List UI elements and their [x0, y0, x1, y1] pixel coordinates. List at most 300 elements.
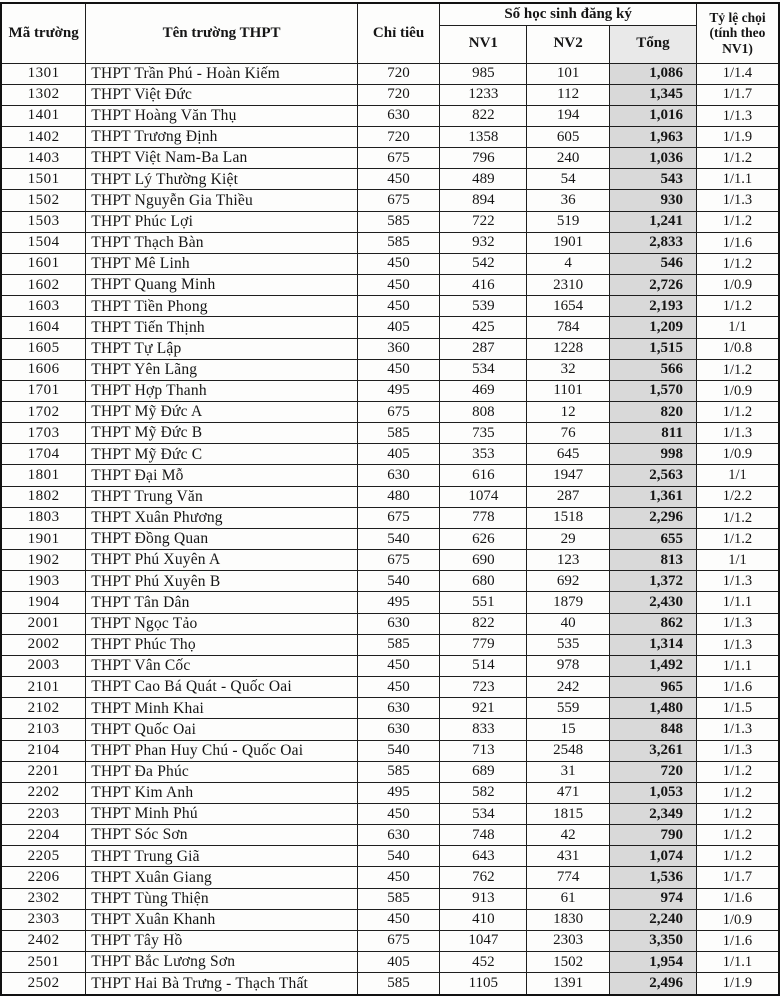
cell-quota: 540: [357, 740, 439, 761]
cell-total: 1,963: [609, 126, 696, 147]
cell-nv1: 539: [440, 296, 527, 317]
cell-quota: 450: [357, 909, 439, 930]
cell-ratio: 1/1.2: [696, 359, 779, 380]
cell-nv2: 2548: [527, 740, 609, 761]
table-row: [1, 275, 779, 296]
cell-nv2: 2303: [527, 930, 609, 951]
table-row: [1, 507, 779, 528]
cell-nv1: 1105: [440, 973, 527, 995]
cell-quota: 405: [357, 444, 439, 465]
cell-ratio: 1/1: [696, 550, 779, 571]
table-row: [1, 528, 779, 549]
cell-ratio: 1/1.2: [696, 148, 779, 169]
table-row: [1, 126, 779, 147]
cell-school-code: 2102: [1, 698, 86, 719]
cell-school-name: THPT Quốc Oai: [86, 719, 358, 740]
cell-school-code: 1301: [1, 63, 86, 84]
header-school-name: Tên trường THPT: [86, 3, 358, 63]
cell-nv1: 833: [440, 719, 527, 740]
cell-quota: 450: [357, 359, 439, 380]
cell-total: 2,349: [609, 803, 696, 824]
cell-total: 1,036: [609, 148, 696, 169]
table-row: [1, 782, 779, 803]
table-row: [1, 677, 779, 698]
cell-quota: 585: [357, 211, 439, 232]
cell-quota: 450: [357, 253, 439, 274]
cell-school-name: THPT Đại Mỗ: [86, 465, 358, 486]
cell-nv2: 1654: [527, 296, 609, 317]
cell-nv1: 1233: [440, 84, 527, 105]
table-row: [1, 930, 779, 951]
table-row: [1, 909, 779, 930]
table-row: [1, 952, 779, 973]
cell-ratio: 1/1.7: [696, 84, 779, 105]
cell-nv1: 353: [440, 444, 527, 465]
cell-ratio: 1/1.1: [696, 169, 779, 190]
cell-nv1: 582: [440, 782, 527, 803]
cell-nv1: 748: [440, 825, 527, 846]
cell-school-code: 2003: [1, 655, 86, 676]
cell-total: 1,372: [609, 571, 696, 592]
cell-nv2: 4: [527, 253, 609, 274]
table-row: [1, 592, 779, 613]
cell-school-name: THPT Mỹ Đức A: [86, 402, 358, 423]
cell-nv1: 735: [440, 423, 527, 444]
cell-nv2: 15: [527, 719, 609, 740]
cell-quota: 540: [357, 528, 439, 549]
header-total: Tổng: [609, 25, 696, 63]
cell-ratio: 1/1.2: [696, 846, 779, 867]
cell-quota: 450: [357, 677, 439, 698]
cell-school-name: THPT Phan Huy Chú - Quốc Oai: [86, 740, 358, 761]
cell-total: 1,480: [609, 698, 696, 719]
cell-quota: 540: [357, 846, 439, 867]
cell-total: 1,492: [609, 655, 696, 676]
cell-school-name: THPT Bắc Lương Sơn: [86, 952, 358, 973]
table-row: [1, 973, 779, 995]
cell-nv1: 643: [440, 846, 527, 867]
cell-nv1: 1358: [440, 126, 527, 147]
cell-school-code: 1803: [1, 507, 86, 528]
cell-school-code: 2001: [1, 613, 86, 634]
cell-nv2: 1101: [527, 380, 609, 401]
cell-school-code: 1703: [1, 423, 86, 444]
cell-total: 998: [609, 444, 696, 465]
cell-nv2: 240: [527, 148, 609, 169]
cell-total: 1,241: [609, 211, 696, 232]
header-ratio: [696, 3, 779, 63]
cell-quota: 630: [357, 698, 439, 719]
cell-ratio: 1/1: [696, 317, 779, 338]
cell-nv2: 1228: [527, 338, 609, 359]
cell-quota: 585: [357, 888, 439, 909]
cell-total: 1,086: [609, 63, 696, 84]
table-row: [1, 359, 779, 380]
cell-school-code: 2104: [1, 740, 86, 761]
cell-nv1: 921: [440, 698, 527, 719]
cell-total: 1,016: [609, 105, 696, 126]
cell-total: 790: [609, 825, 696, 846]
cell-quota: 480: [357, 486, 439, 507]
table-row: [1, 105, 779, 126]
cell-school-code: 1702: [1, 402, 86, 423]
cell-school-code: 1901: [1, 528, 86, 549]
cell-school-name: THPT Hợp Thanh: [86, 380, 358, 401]
cell-quota: 675: [357, 550, 439, 571]
cell-school-code: 2202: [1, 782, 86, 803]
cell-nv1: 779: [440, 634, 527, 655]
cell-nv2: 112: [527, 84, 609, 105]
cell-ratio: 1/1.3: [696, 105, 779, 126]
cell-school-code: 1603: [1, 296, 86, 317]
cell-total: 1,053: [609, 782, 696, 803]
cell-quota: 585: [357, 761, 439, 782]
cell-ratio: 1/1.5: [696, 698, 779, 719]
cell-nv1: 722: [440, 211, 527, 232]
cell-school-code: 1802: [1, 486, 86, 507]
cell-school-name: THPT Tự Lập: [86, 338, 358, 359]
cell-nv2: 31: [527, 761, 609, 782]
cell-school-name: THPT Sóc Sơn: [86, 825, 358, 846]
cell-quota: 540: [357, 571, 439, 592]
cell-ratio: 1/1.2: [696, 825, 779, 846]
cell-ratio: 1/1.2: [696, 253, 779, 274]
cell-school-name: THPT Xuân Khanh: [86, 909, 358, 930]
cell-nv1: 808: [440, 402, 527, 423]
cell-school-code: 1504: [1, 232, 86, 253]
cell-quota: 585: [357, 973, 439, 995]
cell-quota: 720: [357, 63, 439, 84]
cell-nv2: 559: [527, 698, 609, 719]
cell-school-name: THPT Tây Hồ: [86, 930, 358, 951]
cell-nv2: 1815: [527, 803, 609, 824]
cell-nv1: 534: [440, 803, 527, 824]
cell-nv1: 713: [440, 740, 527, 761]
cell-school-code: 2205: [1, 846, 86, 867]
cell-ratio: 1/1.3: [696, 719, 779, 740]
cell-school-name: THPT Đồng Quan: [86, 528, 358, 549]
cell-quota: 450: [357, 655, 439, 676]
cell-quota: 675: [357, 930, 439, 951]
cell-ratio: 1/1.3: [696, 613, 779, 634]
cell-school-name: THPT Mê Linh: [86, 253, 358, 274]
table-header: [1, 3, 779, 63]
cell-total: 1,570: [609, 380, 696, 401]
cell-school-name: THPT Việt Nam-Ba Lan: [86, 148, 358, 169]
cell-quota: 495: [357, 782, 439, 803]
table-body: [1, 63, 779, 995]
cell-nv2: 605: [527, 126, 609, 147]
cell-school-code: 2502: [1, 973, 86, 995]
cell-school-name: THPT Nguyễn Gia Thiều: [86, 190, 358, 211]
cell-total: 3,261: [609, 740, 696, 761]
cell-nv1: 469: [440, 380, 527, 401]
cell-school-name: THPT Phú Xuyên B: [86, 571, 358, 592]
cell-school-code: 2103: [1, 719, 86, 740]
cell-school-code: 1904: [1, 592, 86, 613]
cell-nv2: 1901: [527, 232, 609, 253]
cell-quota: 720: [357, 84, 439, 105]
cell-school-name: THPT Tiến Thịnh: [86, 317, 358, 338]
cell-total: 1,954: [609, 952, 696, 973]
cell-school-name: THPT Yên Lãng: [86, 359, 358, 380]
cell-nv1: 913: [440, 888, 527, 909]
cell-total: 813: [609, 550, 696, 571]
cell-quota: 450: [357, 803, 439, 824]
cell-quota: 405: [357, 317, 439, 338]
cell-total: 720: [609, 761, 696, 782]
cell-school-code: 1903: [1, 571, 86, 592]
cell-nv2: 645: [527, 444, 609, 465]
cell-nv1: 410: [440, 909, 527, 930]
cell-nv2: 101: [527, 63, 609, 84]
cell-nv2: 12: [527, 402, 609, 423]
cell-nv1: 762: [440, 867, 527, 888]
cell-school-code: 2002: [1, 634, 86, 655]
cell-nv1: 626: [440, 528, 527, 549]
cell-school-code: 2201: [1, 761, 86, 782]
table-row: [1, 867, 779, 888]
cell-total: 2,193: [609, 296, 696, 317]
cell-ratio: 1/1.6: [696, 232, 779, 253]
cell-nv2: 1518: [527, 507, 609, 528]
cell-school-name: THPT Lý Thường Kiệt: [86, 169, 358, 190]
cell-total: 1,209: [609, 317, 696, 338]
cell-total: 3,350: [609, 930, 696, 951]
cell-quota: 450: [357, 296, 439, 317]
cell-nv1: 416: [440, 275, 527, 296]
cell-total: 2,496: [609, 973, 696, 995]
cell-nv2: 61: [527, 888, 609, 909]
table-row: [1, 486, 779, 507]
cell-school-name: THPT Kim Anh: [86, 782, 358, 803]
cell-total: 2,833: [609, 232, 696, 253]
cell-school-name: THPT Minh Phú: [86, 803, 358, 824]
cell-quota: 585: [357, 232, 439, 253]
cell-quota: 630: [357, 613, 439, 634]
cell-school-name: THPT Phú Xuyên A: [86, 550, 358, 571]
cell-nv1: 616: [440, 465, 527, 486]
cell-nv1: 932: [440, 232, 527, 253]
cell-quota: 450: [357, 169, 439, 190]
cell-ratio: 1/1.6: [696, 888, 779, 909]
cell-quota: 360: [357, 338, 439, 359]
cell-ratio: 1/1.3: [696, 740, 779, 761]
table-row: [1, 169, 779, 190]
cell-nv1: 489: [440, 169, 527, 190]
cell-total: 1,515: [609, 338, 696, 359]
cell-total: 2,296: [609, 507, 696, 528]
cell-nv1: 1047: [440, 930, 527, 951]
header-quota: Chỉ tiêu: [357, 3, 439, 63]
cell-nv2: 1947: [527, 465, 609, 486]
cell-nv2: 692: [527, 571, 609, 592]
cell-school-name: THPT Tùng Thiện: [86, 888, 358, 909]
cell-nv1: 425: [440, 317, 527, 338]
cell-nv2: 978: [527, 655, 609, 676]
cell-nv2: 29: [527, 528, 609, 549]
cell-total: 1,314: [609, 634, 696, 655]
cell-ratio: 1/0.9: [696, 444, 779, 465]
cell-nv2: 431: [527, 846, 609, 867]
cell-total: 655: [609, 528, 696, 549]
table-row: [1, 550, 779, 571]
table-row: [1, 613, 779, 634]
cell-ratio: 1/0.8: [696, 338, 779, 359]
cell-ratio: 1/1.1: [696, 952, 779, 973]
header-ratio-line2: (tính theo: [709, 25, 766, 41]
cell-school-code: 1704: [1, 444, 86, 465]
cell-total: 820: [609, 402, 696, 423]
cell-ratio: 1/1.9: [696, 126, 779, 147]
cell-school-name: THPT Tiền Phong: [86, 296, 358, 317]
cell-nv1: 534: [440, 359, 527, 380]
table-row: [1, 888, 779, 909]
cell-school-name: THPT Vân Cốc: [86, 655, 358, 676]
cell-school-name: THPT Việt Đức: [86, 84, 358, 105]
cell-quota: 495: [357, 380, 439, 401]
cell-ratio: 1/1.3: [696, 190, 779, 211]
cell-school-code: 1403: [1, 148, 86, 169]
cell-nv2: 774: [527, 867, 609, 888]
cell-nv2: 519: [527, 211, 609, 232]
cell-school-name: THPT Quang Minh: [86, 275, 358, 296]
cell-total: 543: [609, 169, 696, 190]
cell-school-name: THPT Trương Định: [86, 126, 358, 147]
cell-school-code: 1503: [1, 211, 86, 232]
table-row: [1, 465, 779, 486]
table-row: [1, 634, 779, 655]
cell-ratio: 1/1.1: [696, 655, 779, 676]
cell-school-code: 2303: [1, 909, 86, 930]
cell-nv1: 287: [440, 338, 527, 359]
cell-school-code: 1604: [1, 317, 86, 338]
cell-nv2: 1391: [527, 973, 609, 995]
cell-school-name: THPT Trung Văn: [86, 486, 358, 507]
cell-quota: 630: [357, 465, 439, 486]
cell-total: 1,074: [609, 846, 696, 867]
cell-ratio: 1/0.9: [696, 380, 779, 401]
cell-quota: 630: [357, 719, 439, 740]
cell-ratio: 1/1.6: [696, 930, 779, 951]
cell-nv1: 822: [440, 105, 527, 126]
cell-school-code: 1701: [1, 380, 86, 401]
table-row: [1, 190, 779, 211]
cell-ratio: 1/1.2: [696, 803, 779, 824]
cell-quota: 675: [357, 402, 439, 423]
cell-school-code: 1601: [1, 253, 86, 274]
cell-nv2: 1830: [527, 909, 609, 930]
cell-school-code: 1602: [1, 275, 86, 296]
cell-ratio: 1/1.2: [696, 761, 779, 782]
cell-school-name: THPT Trung Giã: [86, 846, 358, 867]
cell-ratio: 1/0.9: [696, 909, 779, 930]
cell-nv2: 40: [527, 613, 609, 634]
cell-nv1: 778: [440, 507, 527, 528]
cell-quota: 450: [357, 275, 439, 296]
cell-ratio: 1/1.2: [696, 296, 779, 317]
cell-ratio: 1/1.2: [696, 211, 779, 232]
cell-school-code: 2302: [1, 888, 86, 909]
cell-ratio: 1/1.9: [696, 973, 779, 995]
cell-school-code: 2206: [1, 867, 86, 888]
table-row: [1, 317, 779, 338]
cell-total: 546: [609, 253, 696, 274]
table-row: [1, 296, 779, 317]
cell-ratio: 1/1.2: [696, 507, 779, 528]
cell-quota: 405: [357, 952, 439, 973]
cell-ratio: 1/1.7: [696, 867, 779, 888]
table-row: [1, 825, 779, 846]
cell-school-name: THPT Mỹ Đức C: [86, 444, 358, 465]
table-row: [1, 380, 779, 401]
cell-nv2: 194: [527, 105, 609, 126]
table-row: [1, 338, 779, 359]
cell-school-name: THPT Cao Bá Quát - Quốc Oai: [86, 677, 358, 698]
cell-nv2: 76: [527, 423, 609, 444]
cell-nv2: 42: [527, 825, 609, 846]
cell-school-name: THPT Phúc Lợi: [86, 211, 358, 232]
cell-school-name: THPT Thạch Bàn: [86, 232, 358, 253]
cell-total: 2,430: [609, 592, 696, 613]
table-row: [1, 761, 779, 782]
cell-ratio: 1/1.2: [696, 402, 779, 423]
cell-nv2: 242: [527, 677, 609, 698]
cell-ratio: 1/1.2: [696, 528, 779, 549]
cell-quota: 630: [357, 825, 439, 846]
cell-quota: 720: [357, 126, 439, 147]
cell-nv1: 689: [440, 761, 527, 782]
table-row: [1, 253, 779, 274]
cell-total: 930: [609, 190, 696, 211]
cell-nv1: 723: [440, 677, 527, 698]
cell-school-code: 1606: [1, 359, 86, 380]
cell-nv1: 542: [440, 253, 527, 274]
cell-ratio: 1/1.4: [696, 63, 779, 84]
cell-quota: 585: [357, 634, 439, 655]
table-row: [1, 655, 779, 676]
cell-nv2: 54: [527, 169, 609, 190]
header-ratio-line1: Tỷ lệ chọi: [709, 9, 766, 25]
cell-nv1: 452: [440, 952, 527, 973]
cell-nv1: 1074: [440, 486, 527, 507]
cell-nv1: 894: [440, 190, 527, 211]
cell-nv1: 514: [440, 655, 527, 676]
cell-total: 974: [609, 888, 696, 909]
cell-ratio: 1/1.3: [696, 634, 779, 655]
table-row: [1, 846, 779, 867]
cell-nv2: 2310: [527, 275, 609, 296]
cell-school-name: THPT Mỹ Đức B: [86, 423, 358, 444]
cell-school-name: THPT Hoàng Văn Thụ: [86, 105, 358, 126]
cell-total: 566: [609, 359, 696, 380]
cell-school-code: 1801: [1, 465, 86, 486]
cell-quota: 675: [357, 148, 439, 169]
cell-nv2: 287: [527, 486, 609, 507]
cell-school-code: 1401: [1, 105, 86, 126]
cell-total: 848: [609, 719, 696, 740]
cell-ratio: 1/1: [696, 465, 779, 486]
cell-school-name: THPT Xuân Giang: [86, 867, 358, 888]
cell-nv2: 1502: [527, 952, 609, 973]
cell-quota: 675: [357, 507, 439, 528]
cell-nv1: 796: [440, 148, 527, 169]
table-row: [1, 63, 779, 84]
table-row: [1, 148, 779, 169]
cell-total: 2,563: [609, 465, 696, 486]
cell-nv2: 36: [527, 190, 609, 211]
table-row: [1, 423, 779, 444]
